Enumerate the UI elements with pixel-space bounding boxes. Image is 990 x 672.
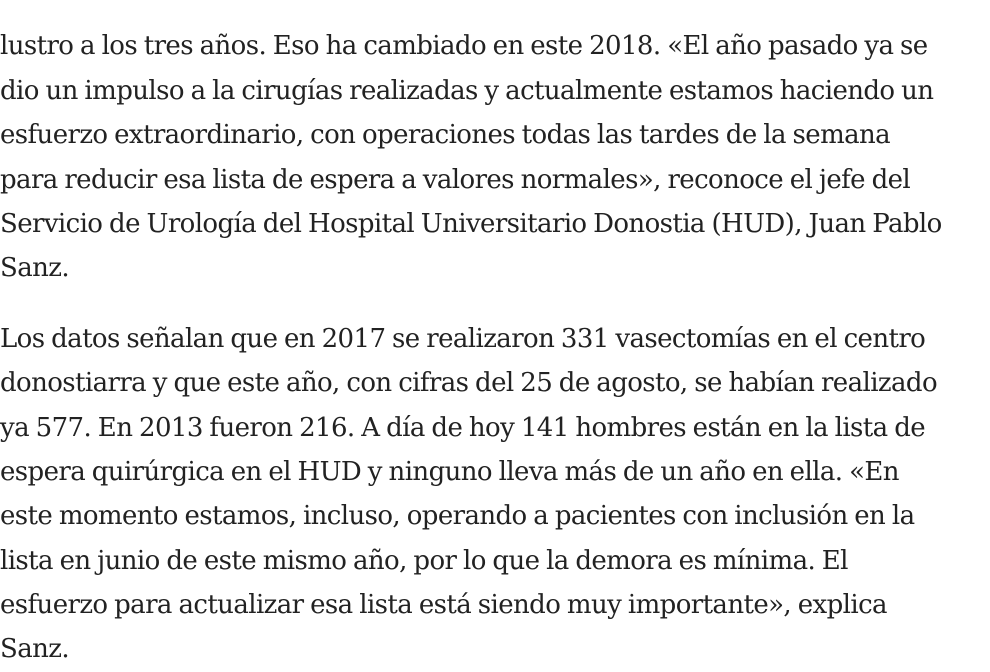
paragraph-line: Servicio de Urología del Hospital Universitario Donostia (HUD), Juan Pablo — [0, 208, 942, 239]
paragraph-line: para reducir esa lista de espera a valores normales», reconoce el jefe del — [0, 164, 911, 195]
paragraph-line: este momento estamos, incluso, operando a pacientes con inclusión en la — [0, 501, 915, 532]
article-paragraph — [0, 317, 990, 672]
paragraph-line: lista en junio de este mismo año, por lo que la demora es mínima. El — [0, 545, 848, 576]
paragraph-line: dio un impulso a la cirugías realizadas y actualmente estamos haciendo un — [0, 75, 934, 106]
paragraph-line: esfuerzo extraordinario, con operaciones todas las tardes de la semana — [0, 120, 891, 151]
paragraph-line: Sanz. — [0, 253, 70, 284]
paragraph-line — [0, 0, 990, 24]
paragraph-line: Los datos señalan que en 2017 se realizaron 331 vasectomías en el centro — [0, 323, 926, 354]
paragraph-line: donostiarra y que este año, con cifras del 25 de agosto, se habían realizado — [0, 368, 938, 399]
paragraph-line: Sanz. — [0, 634, 70, 665]
paragraph-line: espera quirúrgica en el HUD y ninguno lleva más de un año en ella. «En — [0, 456, 899, 487]
paragraph-line: esfuerzo para actualizar esa lista está siendo muy importante», explica — [0, 590, 887, 621]
paragraph-line: lustro a los tres años. Eso ha cambiado en este 2018. «El año pasado ya se — [0, 31, 928, 62]
article-paragraph — [0, 0, 990, 291]
paragraph-line: ya 577. En 2013 fueron 216. A día de hoy 141 hombres están en la lista de — [0, 412, 926, 443]
